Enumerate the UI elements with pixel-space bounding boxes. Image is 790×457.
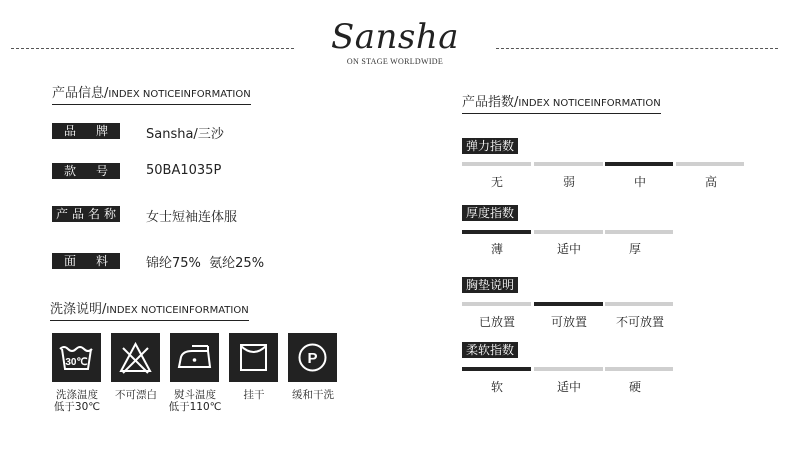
fabric-label: 面料 (52, 253, 120, 269)
wash-title-sub: INDEX NOTICEINFORMATION (106, 305, 249, 316)
thickness-bar-thick (605, 230, 673, 234)
product-name-value: 女士短袖连体服 (146, 210, 238, 225)
product-index-title (462, 91, 661, 114)
brand-label: 品牌 (52, 123, 120, 139)
dry-clean-label (278, 389, 348, 401)
header-divider-left (11, 48, 294, 49)
fabric-value: 锦纶75% 氨纶25% (146, 256, 265, 271)
product-info-title-main: 产品信息/ (52, 86, 109, 101)
thickness-bar-thin (462, 230, 531, 234)
product-index-title-sub: INDEX NOTICEINFORMATION (518, 98, 661, 109)
iron-temp-label-line2: 低于110℃ (168, 401, 222, 413)
no-bleach-label-line1: 不可漂白 (115, 389, 157, 401)
style-number-label: 款号 (52, 163, 120, 179)
dry-clean-label-line1: 缓和干洗 (292, 389, 334, 401)
thickness-level-thick: 厚 (628, 242, 641, 256)
dry-clean-letter: P (307, 350, 318, 367)
style-number-value: 50BA1035P (146, 163, 222, 178)
product-index-title-main: 产品指数/ (462, 95, 519, 110)
chest-pad-label: 胸垫说明 (462, 277, 518, 293)
elasticity-level-weak: 弱 (562, 175, 575, 189)
thickness-index-label: 厚度指数 (462, 205, 518, 221)
header-divider-right (496, 48, 778, 49)
iron-icon (170, 333, 219, 382)
wash-temp-label-line1: 洗涤温度 (56, 389, 98, 401)
softness-index-label: 柔软指数 (462, 342, 518, 358)
softness-bar-medium (534, 367, 603, 371)
product-name-label: 产品名称 (52, 206, 120, 222)
elasticity-level-medium: 中 (633, 175, 646, 189)
softness-bar-hard (605, 367, 673, 371)
no-bleach-icon (111, 333, 160, 382)
logo-tagline: ON STAGE WORLDWIDE (346, 57, 444, 66)
dry-clean-icon (288, 333, 337, 382)
product-info-title (52, 82, 251, 105)
chest-pad-bar-not-placeable (605, 302, 673, 306)
softness-level-hard: 硬 (628, 380, 641, 394)
chest-pad-level-placeable: 可放置 (550, 315, 587, 329)
elasticity-bar-none (462, 162, 531, 166)
elasticity-index-label: 弹力指数 (462, 138, 518, 154)
wash-title-main: 洗涤说明/ (50, 302, 107, 317)
chest-pad-bar-placed (462, 302, 531, 306)
chest-pad-bar-placeable (534, 302, 603, 306)
softness-level-soft: 软 (490, 380, 503, 394)
thickness-level-thin: 薄 (490, 242, 503, 256)
brand-logo (330, 18, 460, 66)
hang-dry-icon (229, 333, 278, 382)
brand-value: Sansha/三沙 (146, 127, 224, 142)
thickness-bar-medium (534, 230, 603, 234)
wash-title (50, 298, 249, 321)
softness-level-medium: 适中 (556, 380, 581, 394)
wash-temp-text: 30℃ (65, 357, 88, 368)
elasticity-bar-medium (605, 162, 673, 166)
elasticity-bar-weak (534, 162, 603, 166)
chest-pad-level-placed: 已放置 (478, 315, 515, 329)
thickness-level-medium: 适中 (556, 242, 581, 256)
logo-wordmark: Sansha (330, 17, 460, 57)
product-info-title-sub: INDEX NOTICEINFORMATION (108, 89, 251, 100)
iron-temp-label-line1: 熨斗温度 (174, 389, 216, 401)
elasticity-level-none: 无 (490, 175, 503, 189)
wash-temp-label-line2: 低于30℃ (53, 401, 101, 413)
softness-bar-soft (462, 367, 531, 371)
hang-dry-label-line1: 挂干 (243, 389, 265, 401)
chest-pad-level-not-placeable: 不可放置 (615, 315, 664, 329)
elasticity-level-high: 高 (704, 175, 717, 189)
wash-30c-icon (52, 333, 101, 382)
elasticity-bar-high (676, 162, 744, 166)
